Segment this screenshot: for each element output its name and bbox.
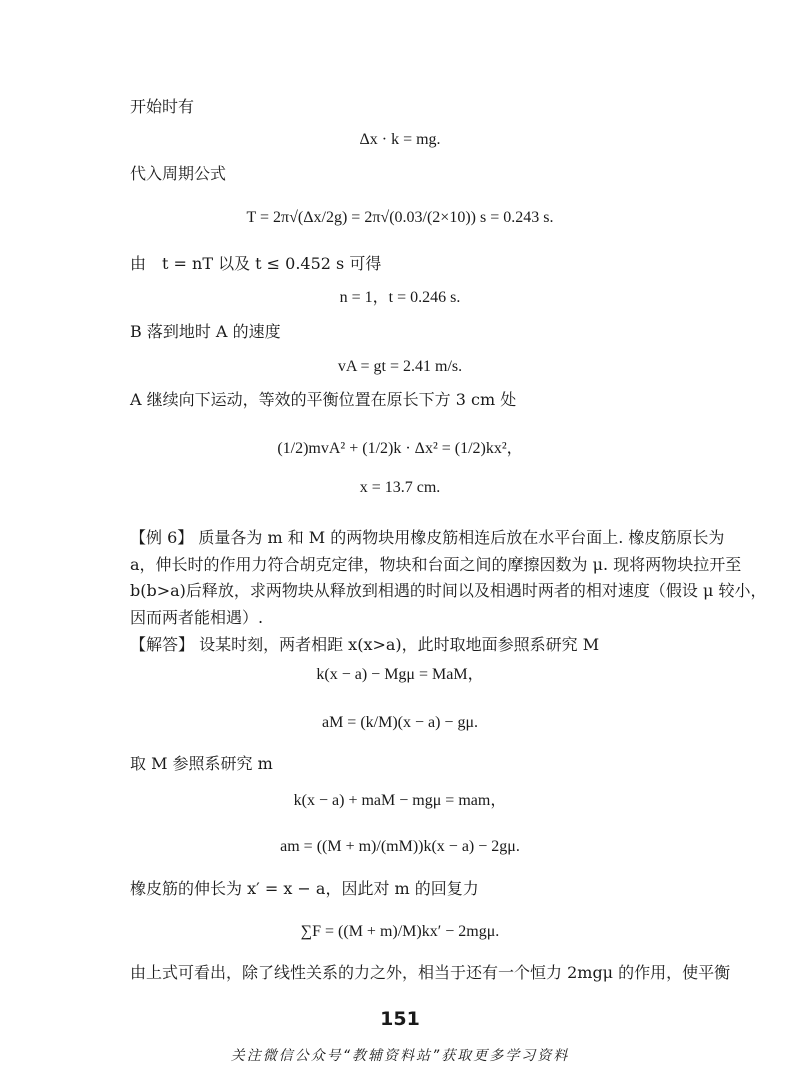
- equation: ∑F = ((M + m)/M)kx′ − 2mgμ.: [300, 923, 500, 940]
- equation: T = 2π√(Δx/2g) = 2π√(0.03/(2×10)) s = 0.243 s.: [246, 209, 554, 226]
- page-number: 151: [380, 1008, 420, 1030]
- text-line: 开始时有: [130, 97, 195, 116]
- example-heading-line: 【例 6】 质量各为 m 和 M 的两物块用橡皮筋相连后放在水平台面上. 橡皮筋原长为: [130, 528, 725, 547]
- text-line: 由 t = nT 以及 t ≤ 0.452 s 可得: [130, 254, 382, 273]
- footer-watermark: 关注微信公众号“教辅资料站”获取更多学习资料: [230, 1048, 570, 1064]
- equation: k(x − a) + maM − mgμ = mam，: [293, 792, 507, 809]
- text-line: 橡皮筋的伸长为 x′ = x − a，因此对 m 的回复力: [130, 879, 479, 898]
- equation: aM = (k/M)(x − a) − gμ.: [321, 714, 479, 731]
- equation: (1/2)mvA² + (1/2)k · Δx² = (1/2)kx²，: [277, 440, 523, 457]
- text-line: 代入周期公式: [130, 164, 227, 183]
- text-line: a，伸长时的作用力符合胡克定律，物块和台面之间的摩擦因数为 μ. 现将两物块拉开至: [130, 555, 742, 574]
- text-line: b(b>a)后释放，求两物块从释放到相遇的时间以及相遇时两者的相对速度（假设 μ 较小，: [130, 581, 767, 600]
- equation: n = 1，t = 0.246 s.: [339, 289, 461, 306]
- text-line: 取 M 参照系研究 m: [130, 754, 273, 773]
- text-line: 由上式可看出，除了线性关系的力之外，相当于还有一个恒力 2mgμ 的作用，使平衡: [130, 963, 731, 982]
- text-line: A 继续向下运动，等效的平衡位置在原长下方 3 cm 处: [130, 390, 517, 409]
- equation: vA = gt = 2.41 m/s.: [337, 358, 463, 375]
- equation: Δx · k = mg.: [359, 131, 441, 148]
- equation: x = 13.7 cm.: [359, 479, 441, 496]
- equation: am = ((M + m)/(mM))k(x − a) − 2gμ.: [280, 838, 520, 855]
- text-line: B 落到地时 A 的速度: [130, 322, 281, 341]
- text-line: 因而两者能相遇）.: [130, 608, 264, 627]
- solution-heading-line: 【解答】 设某时刻，两者相距 x(x>a)，此时取地面参照系研究 M: [130, 635, 600, 654]
- equation: k(x − a) − Mgμ = MaM，: [316, 666, 484, 683]
